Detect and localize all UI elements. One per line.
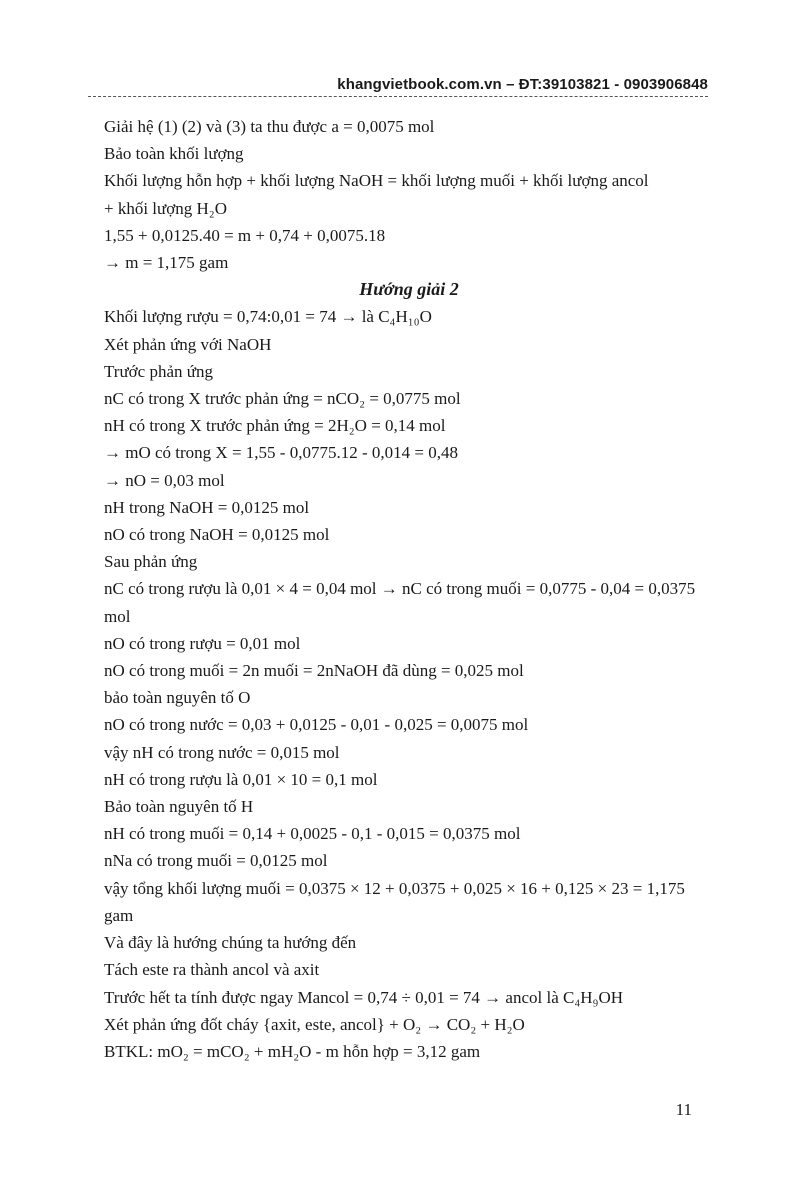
text-line: vậy nH có trong nước = 0,015 mol <box>104 742 340 762</box>
text-line: nH có trong muối = 0,14 + 0,0025 - 0,1 - 0,015 = 0,0375 mol <box>104 824 521 844</box>
text-line: Tách este ra thành ancol và axit <box>104 960 320 980</box>
text-line: nH có trong X trước phản ứng = 2H₂O = 0,14 mol <box>104 416 446 436</box>
text-line: nNa có trong muối = 0,0125 mol <box>104 851 328 871</box>
text-line: Trước hết ta tính được ngay Mancol = 0,74 ÷ 0,01 = 74 → ancol là C₄H₉OH <box>104 987 624 1007</box>
text-line: Khối lượng rượu = 0,74:0,01 = 74 → là C₄H₁₀O <box>104 307 432 327</box>
page-header: khangvietbook.com.vn – ĐT:39103821 - 0903906848 <box>337 76 708 93</box>
text-line: → m = 1,175 gam <box>104 253 229 273</box>
text-line: bảo toàn nguyên tố O <box>104 688 251 708</box>
text-line: + khối lượng H₂O <box>104 198 227 218</box>
text-line: nO có trong rượu = 0,01 mol <box>104 633 301 653</box>
text-line: 1,55 + 0,0125.40 = m + 0,74 + 0,0075.18 <box>104 225 386 245</box>
text-line: vậy tổng khối lượng muối = 0,0375 × 12 + 0,0375 + 0,025 × 16 + 0,125 × 23 = 1,175 gam <box>104 878 685 925</box>
text-line: Xét phản ứng đốt cháy {axit, este, ancol} + O₂ → CO₂ + H₂O <box>104 1014 525 1034</box>
text-line: Trước phản ứng <box>104 361 213 381</box>
page-number: 11 <box>675 1100 692 1119</box>
text-line: Xét phản ứng với NaOH <box>104 334 272 354</box>
text-line: nO có trong nước = 0,03 + 0,0125 - 0,01 - 0,025 = 0,0075 mol <box>104 715 529 735</box>
text-line: → mO có trong X = 1,55 - 0,0775.12 - 0,014 = 0,48 <box>104 443 458 463</box>
section-heading: Hướng giải 2 <box>359 279 459 300</box>
text-line: BTKL: mO₂ = mCO₂ + mH₂O - m hỗn hợp = 3,12 gam <box>104 1041 481 1061</box>
text-line: Giải hệ (1) (2) và (3) ta thu được a = 0,0075 mol <box>104 117 435 136</box>
text-line: nO có trong muối = 2n muối = 2nNaOH đã dùng = 0,025 mol <box>104 661 524 681</box>
text-line: nC có trong rượu là 0,01 × 4 = 0,04 mol → nC có trong muối = 0,0775 - 0,04 = 0,0375 mol <box>104 579 696 626</box>
text-line: Và đây là hướng chúng ta hướng đến <box>104 933 357 953</box>
header-rule <box>88 96 708 97</box>
text-line: nH có trong rượu là 0,01 × 10 = 0,1 mol <box>104 769 378 789</box>
page-body <box>104 113 714 1065</box>
text-line: Sau phản ứng <box>104 552 198 572</box>
text-line: Khối lượng hỗn hợp + khối lượng NaOH = khối lượng muối + khối lượng ancol <box>104 171 649 191</box>
text-line: nC có trong X trước phản ứng = nCO₂ = 0,0775 mol <box>104 389 461 409</box>
text-line: → nO = 0,03 mol <box>104 470 225 490</box>
text-line: nH trong NaOH = 0,0125 mol <box>104 497 310 517</box>
text-line: nO có trong NaOH = 0,0125 mol <box>104 525 330 545</box>
text-line: Bảo toàn nguyên tố H <box>104 797 254 817</box>
text-line: Bảo toàn khối lượng <box>104 144 244 164</box>
